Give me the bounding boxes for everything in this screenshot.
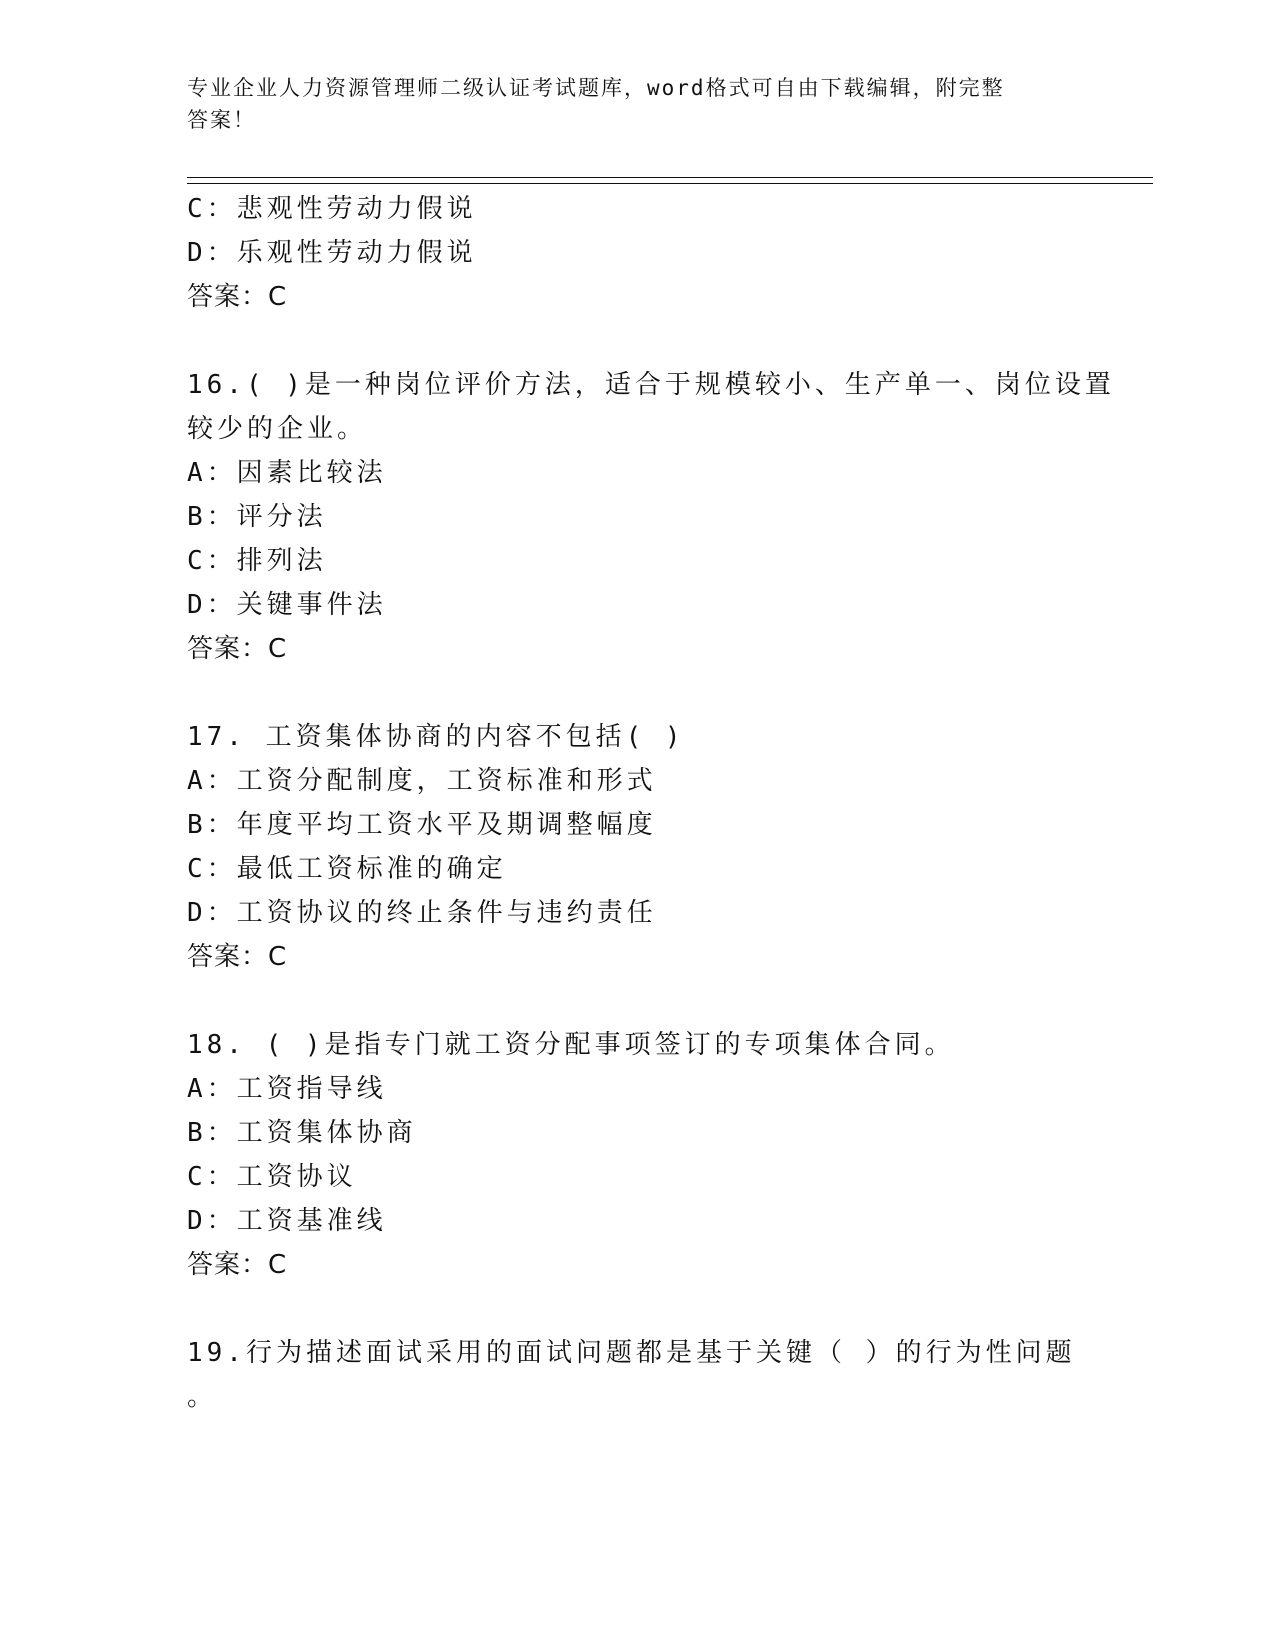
q16-option-b: B：评分法 bbox=[187, 502, 327, 532]
q18-stem: 18. ( )是指专门就工资分配事项签订的专项集体合同。 bbox=[187, 1030, 955, 1060]
q18-option-a: A：工资指导线 bbox=[187, 1074, 387, 1104]
q16-stem-line-2: 较少的企业。 bbox=[187, 414, 368, 444]
q17-option-c: C：最低工资标准的确定 bbox=[187, 854, 507, 884]
q18-option-d: D：工资基准线 bbox=[187, 1206, 387, 1236]
q17-option-a: A：工资分配制度，工资标准和形式 bbox=[187, 766, 657, 796]
q18-answer: 答案：C bbox=[187, 1250, 288, 1280]
q16-answer: 答案：C bbox=[187, 634, 288, 664]
document-header bbox=[187, 72, 1067, 136]
header-line-1: 专业企业人力资源管理师二级认证考试题库，word格式可自由下载编辑，附完整 bbox=[187, 76, 1005, 100]
q15-option-c: C：悲观性劳动力假说 bbox=[187, 194, 477, 224]
q15-answer: 答案：C bbox=[187, 282, 288, 312]
q17-stem: 17. 工资集体协商的内容不包括( ) bbox=[187, 722, 685, 752]
q17-option-d: D：工资协议的终止条件与违约责任 bbox=[187, 898, 657, 928]
header-divider-bottom bbox=[187, 183, 1153, 184]
q15-option-d: D：乐观性劳动力假说 bbox=[187, 238, 477, 268]
q18-option-c: C：工资协议 bbox=[187, 1162, 357, 1192]
q16-stem-line-1: 16.( )是一种岗位评价方法，适合于规模较小、生产单一、岗位设置 bbox=[187, 370, 1115, 400]
q19-stem-line-1: 19.行为描述面试采用的面试问题都是基于关键（ ）的行为性问题 bbox=[187, 1338, 1076, 1368]
q16-option-c: C：排列法 bbox=[187, 546, 327, 576]
q19-stem-line-2: 。 bbox=[187, 1382, 218, 1412]
q16-option-a: A：因素比较法 bbox=[187, 458, 387, 488]
q16-option-d: D：关键事件法 bbox=[187, 590, 387, 620]
header-divider-top bbox=[187, 177, 1153, 178]
q17-answer: 答案：C bbox=[187, 942, 288, 972]
q18-option-b: B：工资集体协商 bbox=[187, 1118, 417, 1148]
q17-option-b: B：年度平均工资水平及期调整幅度 bbox=[187, 810, 657, 840]
header-line-2: 答案！ bbox=[187, 108, 256, 132]
